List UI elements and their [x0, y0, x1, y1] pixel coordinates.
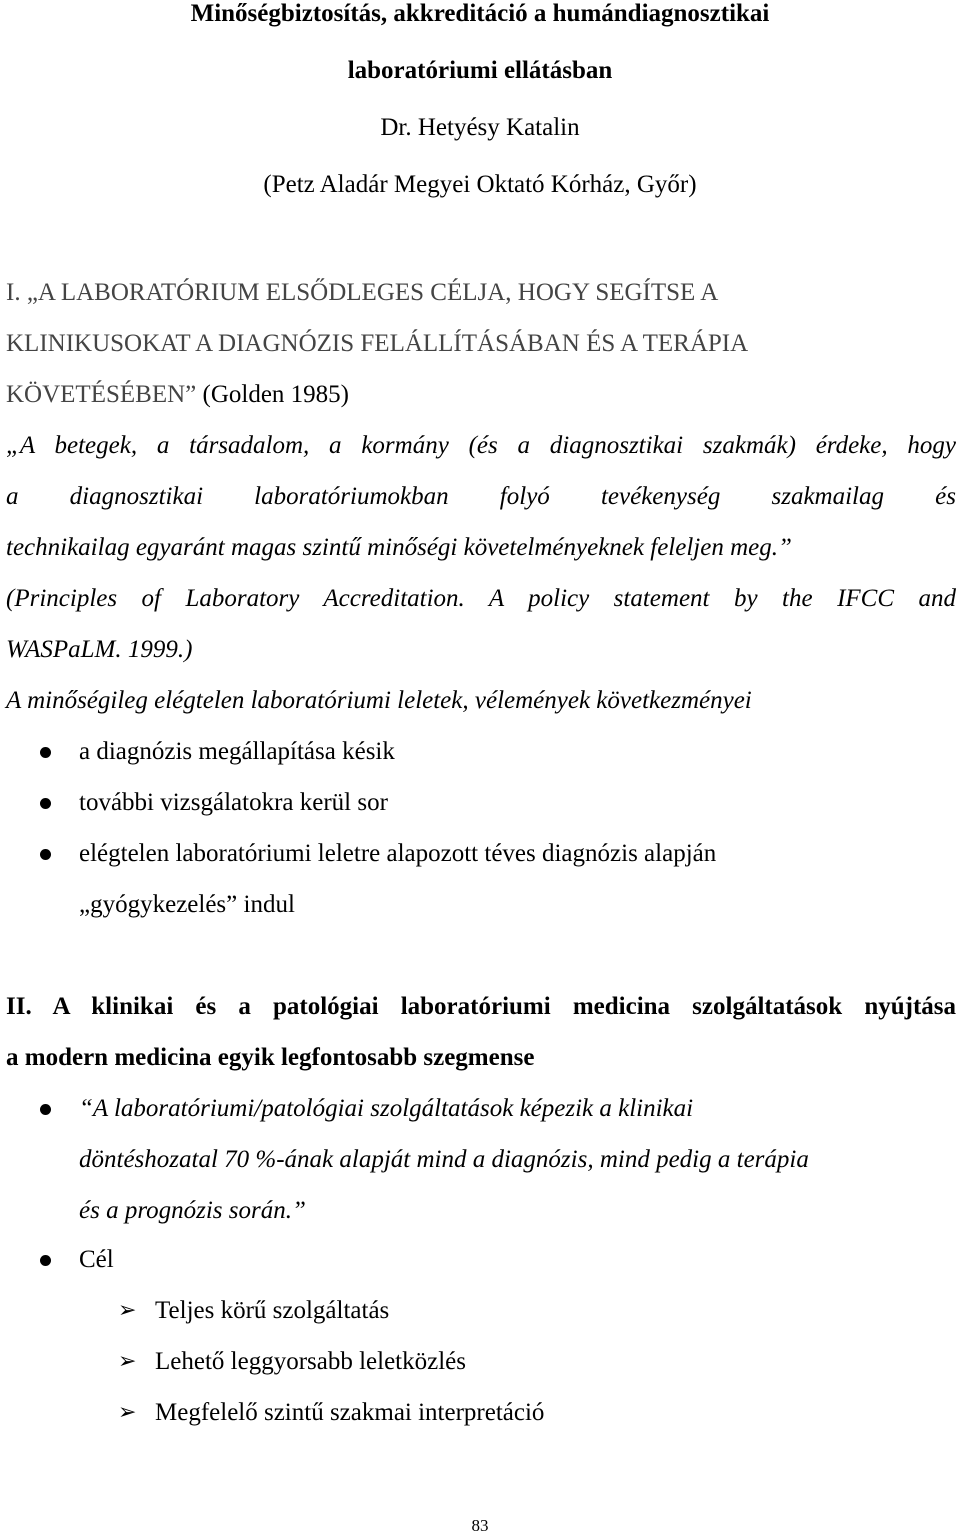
section-2-quote-line-2: döntéshozatal 70 %-ának alapját mind a diagnózis, mind pedig a terápia: [79, 1146, 809, 1173]
consequence-item-3: elégtelen laboratóriumi leletre alapozott téves diagnózis alapján: [79, 840, 717, 867]
consequence-item-1: a diagnózis megállapítása késik: [79, 738, 395, 765]
section-2-quote-line-3: és a prognózis során.”: [79, 1197, 306, 1224]
quote-citation-line-2: WASPaLM. 1999.): [6, 636, 193, 663]
arrowhead-right-icon: ➢: [118, 1349, 137, 1374]
bullet-icon: [40, 849, 51, 860]
author-affiliation: (Petz Aladár Megyei Oktató Kórház, Győr): [263, 171, 697, 198]
goal-item-2: Lehető leggyorsabb leletközlés: [155, 1348, 466, 1375]
author-name: Dr. Hetyésy Katalin: [380, 114, 580, 141]
goal-label: Cél: [79, 1246, 114, 1273]
consequences-intro: A minőségileg elégtelen laboratóriumi leletek, vélemények következményei: [6, 687, 752, 714]
goal-item-3: Megfelelő szintű szakmai interpretáció: [155, 1399, 545, 1426]
bullet-icon: [40, 1255, 51, 1266]
section-1-heading-line-1: I. „A LABORATÓRIUM ELSŐDLEGES CÉLJA, HOGY SEGÍTSE A: [6, 279, 719, 306]
section-1-heading-line-3: [6, 381, 349, 410]
bullet-icon: [40, 798, 51, 809]
section-2-heading-line-2: a modern medicina egyik legfontosabb szegmense: [6, 1044, 535, 1071]
consequence-item-2: további vizsgálatokra kerül sor: [79, 789, 388, 816]
section-1-heading-line-2: KLINIKUSOKAT A DIAGNÓZIS FELÁLLÍTÁSÁBAN ÉS A TERÁPIA: [6, 330, 749, 357]
document-title-line-2: laboratóriumi ellátásban: [347, 57, 613, 84]
consequence-item-3-continuation: „gyógykezelés” indul: [79, 891, 295, 918]
bullet-icon: [40, 1104, 51, 1115]
quote-line-3: technikailag egyaránt magas szintű minőségi követelményeknek feleljen meg.”: [6, 534, 792, 561]
quote-citation-line-1: (Principles of Laboratory Accreditation. A policy statement by the IFCC and: [6, 585, 956, 612]
quote-line-1: „A betegek, a társadalom, a kormány (és a diagnosztikai szakmák) érdeke, hogy: [6, 432, 956, 459]
section-2-quote-line-1: “A laboratóriumi/patológiai szolgáltatások képezik a klinikai: [79, 1095, 694, 1122]
page-number: 83: [471, 1516, 489, 1535]
section-2-heading-line-1: II. A klinikai és a patológiai laboratóriumi medicina szolgáltatások nyújtása: [6, 993, 956, 1020]
section-1-heading-reference: (Golden 1985): [196, 381, 349, 408]
document-title-line-1: Minőségbiztosítás, akkreditáció a humándiagnosztikai: [190, 0, 770, 27]
arrowhead-right-icon: ➢: [118, 1298, 137, 1323]
quote-line-2: a diagnosztikai laboratóriumokban folyó tevékenység szakmailag és: [6, 483, 956, 510]
bullet-icon: [40, 747, 51, 758]
section-1-heading-line-3-main: KÖVETÉSÉBEN”: [6, 381, 197, 408]
arrowhead-right-icon: ➢: [118, 1400, 137, 1425]
goal-item-1: Teljes körű szolgáltatás: [155, 1297, 390, 1324]
